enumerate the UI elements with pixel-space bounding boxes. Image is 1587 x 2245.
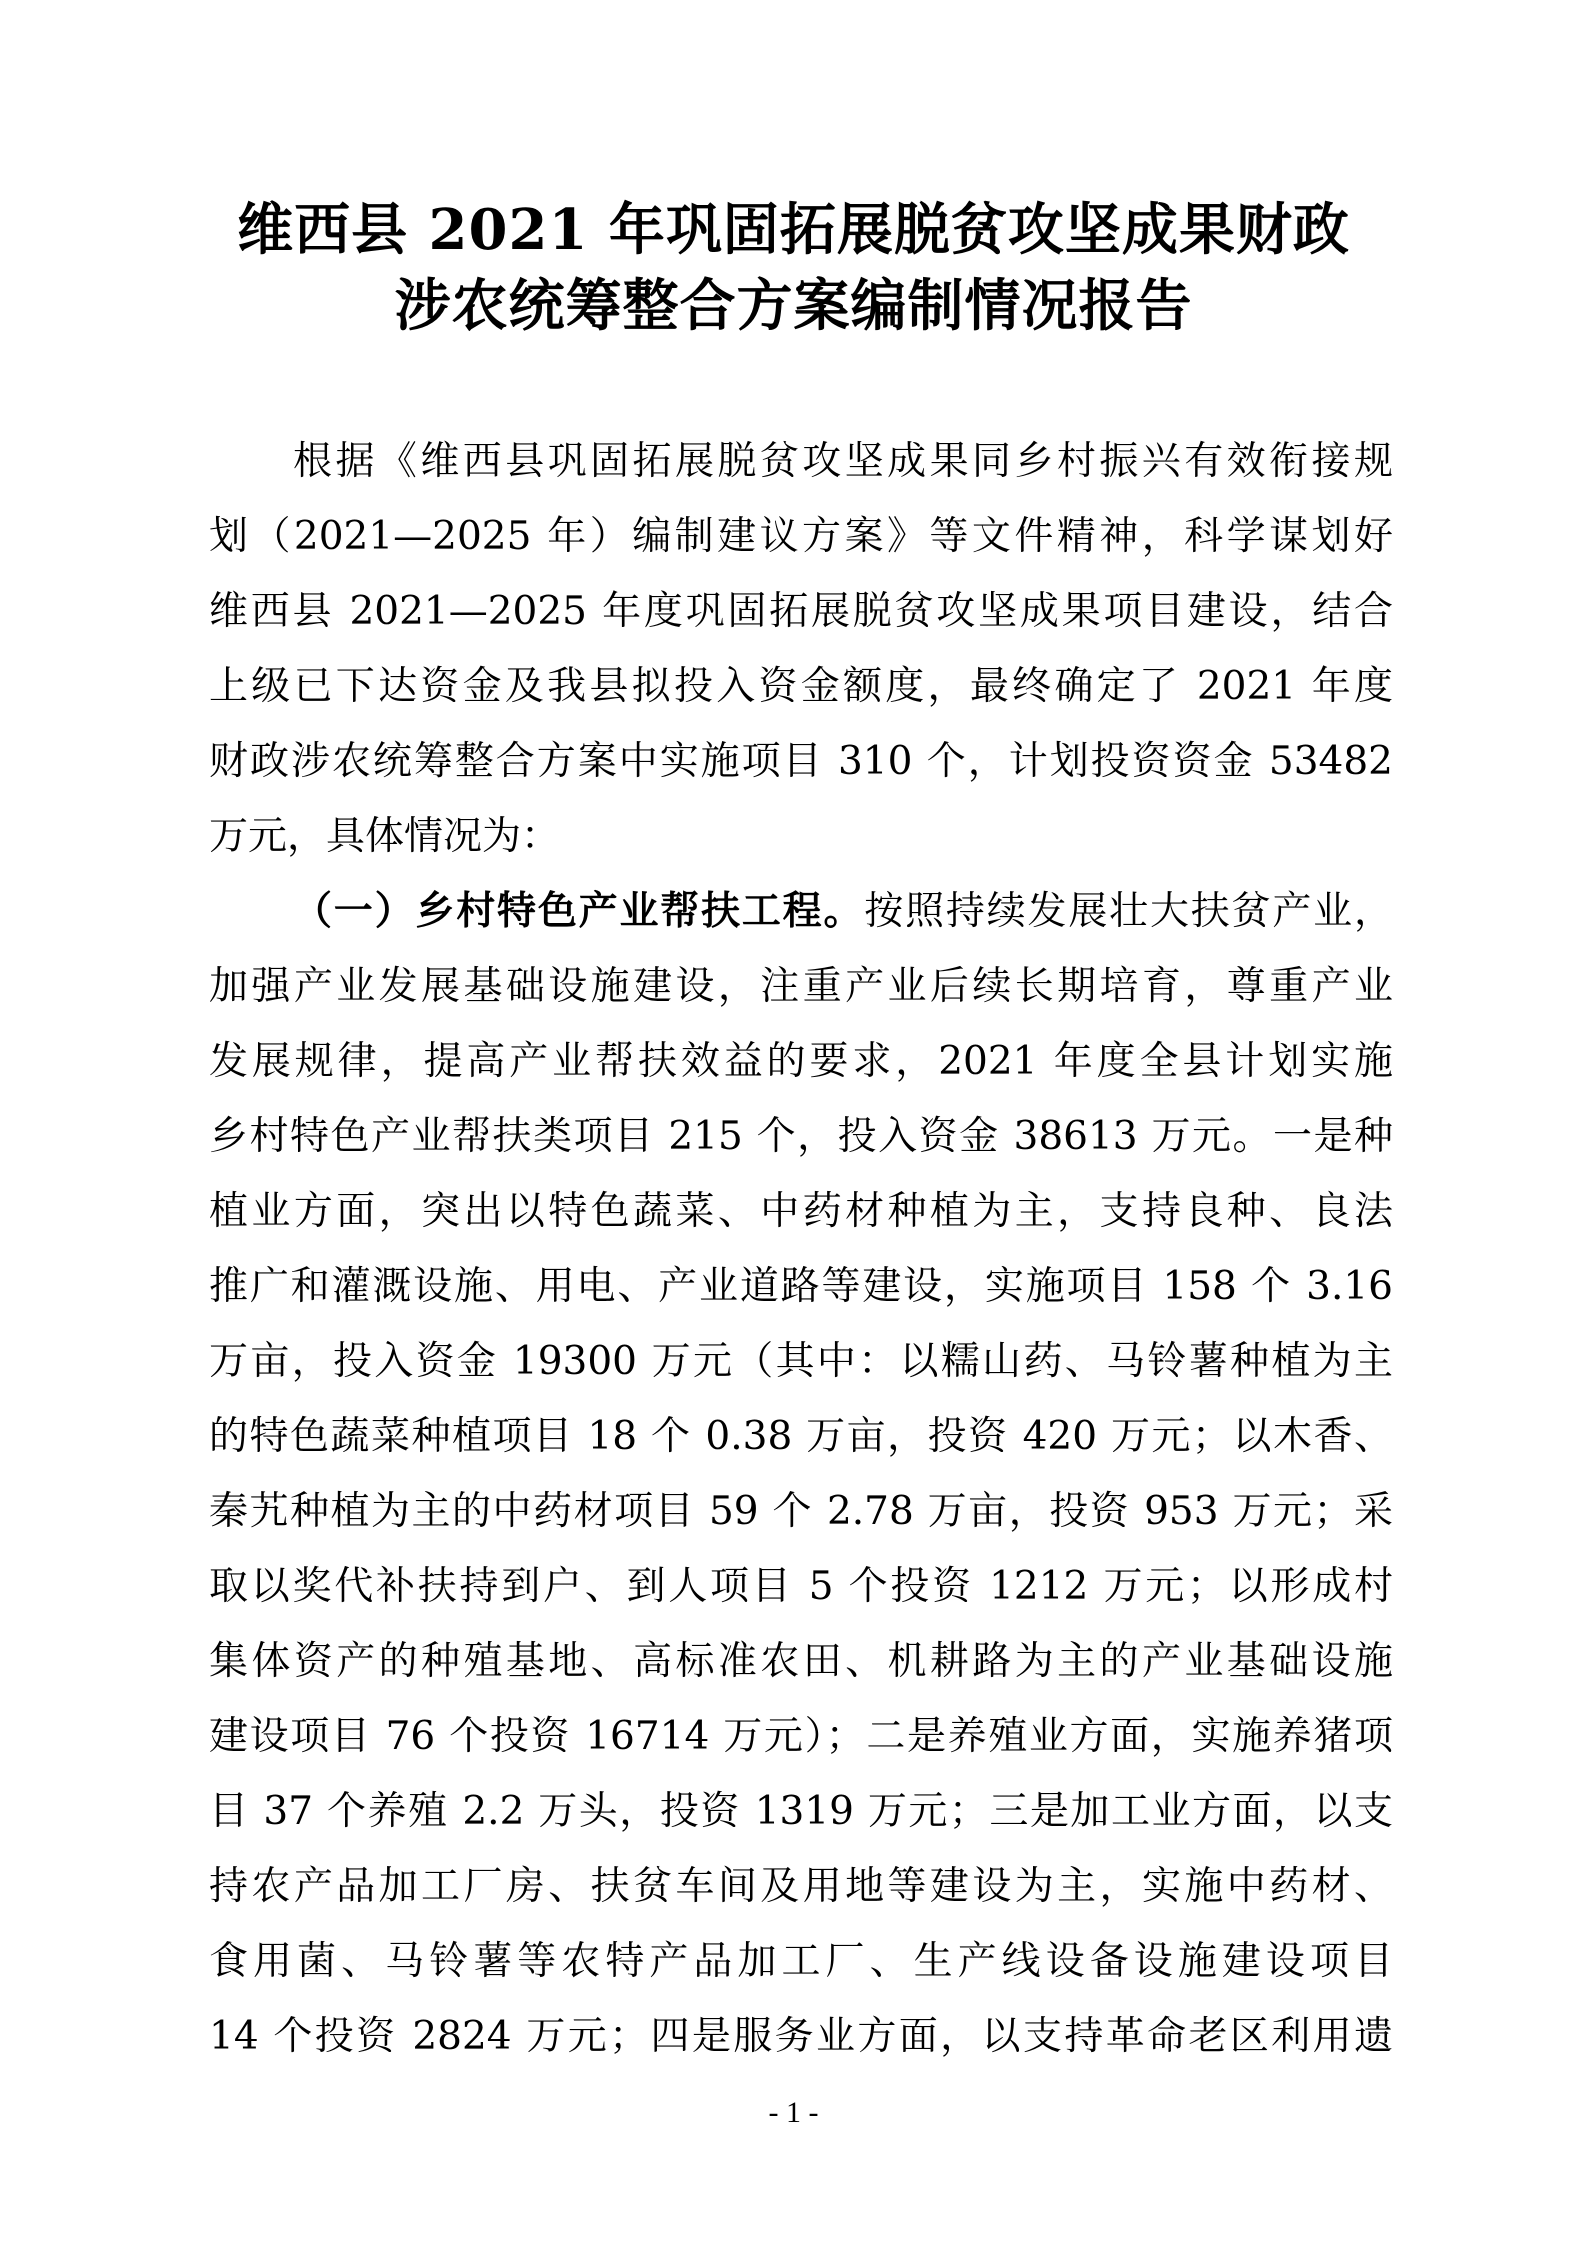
body-line: 发展规律，提高产业帮扶效益的要求，2021 年度全县计划实施 xyxy=(209,1039,1393,1084)
body-line: 根据《维西县巩固拓展脱贫攻坚成果同乡村振兴有效衔接规 xyxy=(293,439,1393,484)
document-title-line-1: 维西县 2021 年巩固拓展脱贫攻坚成果财政 xyxy=(237,197,1350,263)
body-line: 的特色蔬菜种植项目 18 个 0.38 万亩，投资 420 万元；以木香、 xyxy=(209,1414,1393,1459)
body-line: 财政涉农统筹整合方案中实施项目 310 个，计划投资资金 53482 xyxy=(209,739,1393,784)
body-line: 加强产业发展基础设施建设，注重产业后续长期培育，尊重产业 xyxy=(209,964,1393,1009)
section-heading-line xyxy=(209,874,1393,949)
body-line: 万亩，投入资金 19300 万元（其中：以糯山药、马铃薯种植为主 xyxy=(209,1339,1393,1384)
body-line: 乡村特色产业帮扶类项目 215 个，投入资金 38613 万元。一是种 xyxy=(209,1114,1393,1159)
body-line: 建设项目 76 个投资 16714 万元）；二是养殖业方面，实施养猪项 xyxy=(209,1714,1393,1759)
body-line: 食用菌、马铃薯等农特产品加工厂、生产线设备设施建设项目 xyxy=(209,1939,1393,1984)
body-line: 划（2021—2025 年）编制建议方案》等文件精神，科学谋划好 xyxy=(209,514,1393,559)
page-number: - 1 - xyxy=(768,2096,819,2129)
document-title-line-2: 涉农统筹整合方案编制情况报告 xyxy=(394,273,1193,339)
body-line: 14 个投资 2824 万元；四是服务业方面，以支持革命老区利用遗 xyxy=(209,2014,1393,2059)
body-text: 按照持续发展壮大扶贫产业， xyxy=(864,889,1393,934)
body-line: 集体资产的种殖基地、高标准农田、机耕路为主的产业基础设施 xyxy=(209,1639,1393,1684)
body-line: 上级已下达资金及我县拟投入资金额度，最终确定了 2021 年度 xyxy=(209,664,1393,709)
body-line: 万元，具体情况为： xyxy=(209,814,561,859)
body-line: 持农产品加工厂房、扶贫车间及用地等建设为主，实施中药材、 xyxy=(209,1864,1393,1909)
section-heading: （一）乡村特色产业帮扶工程。 xyxy=(293,888,865,934)
body-line: 取以奖代补扶持到户、到人项目 5 个投资 1212 万元；以形成村 xyxy=(209,1564,1393,1609)
body-line: 推广和灌溉设施、用电、产业道路等建设，实施项目 158 个 3.16 xyxy=(209,1264,1393,1309)
body-line: 秦艽种植为主的中药材项目 59 个 2.78 万亩，投资 953 万元；采 xyxy=(209,1489,1393,1534)
body-line: 目 37 个养殖 2.2 万头，投资 1319 万元；三是加工业方面，以支 xyxy=(209,1789,1393,1834)
body-line: 维西县 2021—2025 年度巩固拓展脱贫攻坚成果项目建设，结合 xyxy=(209,589,1393,634)
body-line: 植业方面，突出以特色蔬菜、中药材种植为主，支持良种、良法 xyxy=(209,1189,1393,1234)
document-body xyxy=(209,424,1393,2074)
